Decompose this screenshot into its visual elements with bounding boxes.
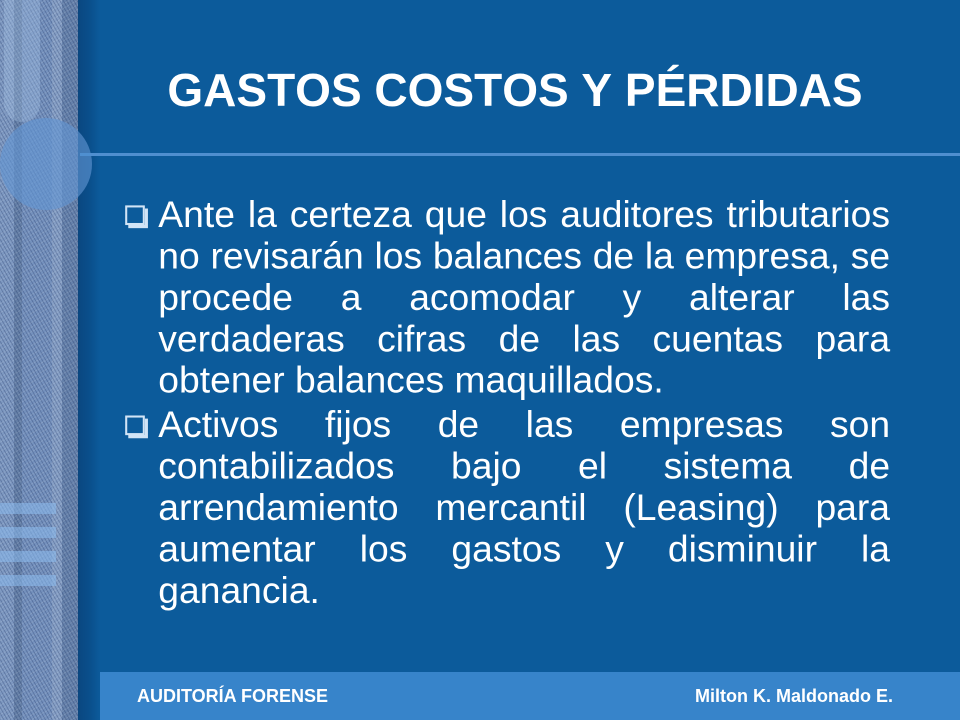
decorative-bar (0, 503, 56, 514)
slide-title: GASTOS COSTOS Y PÉRDIDAS (167, 64, 863, 116)
decorative-circle-shape (0, 118, 92, 210)
title-underline-rule (80, 153, 960, 156)
decorative-bar (0, 551, 56, 562)
footer-course-title: AUDITORÍA FORENSE (137, 685, 329, 706)
decorative-bar (0, 527, 56, 538)
footer-author-name: Milton K. Maldonado E. (695, 685, 893, 706)
footer-bar (100, 672, 960, 720)
bullet-list (120, 194, 907, 611)
shadowed-square-bullet-icon (125, 205, 145, 225)
bullet-item (120, 404, 907, 611)
decorative-pill-shape (4, 0, 40, 122)
bullet-item (120, 194, 907, 401)
bullet-text: Activos fijos de las empresas son contabilizados bajo el sistema de arrendamiento mercantil (Leasing) para aumentar los gastos y disminuir la ganancia. (158, 403, 891, 612)
bullet-text: Ante la certeza que los auditores tributarios no revisarán los balances de la empresa, se procede a acomodar y alterar las verdaderas cifras de las cuentas para obtener balances maquillados. (158, 192, 891, 401)
shadowed-square-bullet-icon (125, 415, 145, 435)
decorative-side-band (78, 0, 100, 720)
decorative-bar (0, 575, 56, 586)
decorative-side-panel (0, 0, 80, 720)
